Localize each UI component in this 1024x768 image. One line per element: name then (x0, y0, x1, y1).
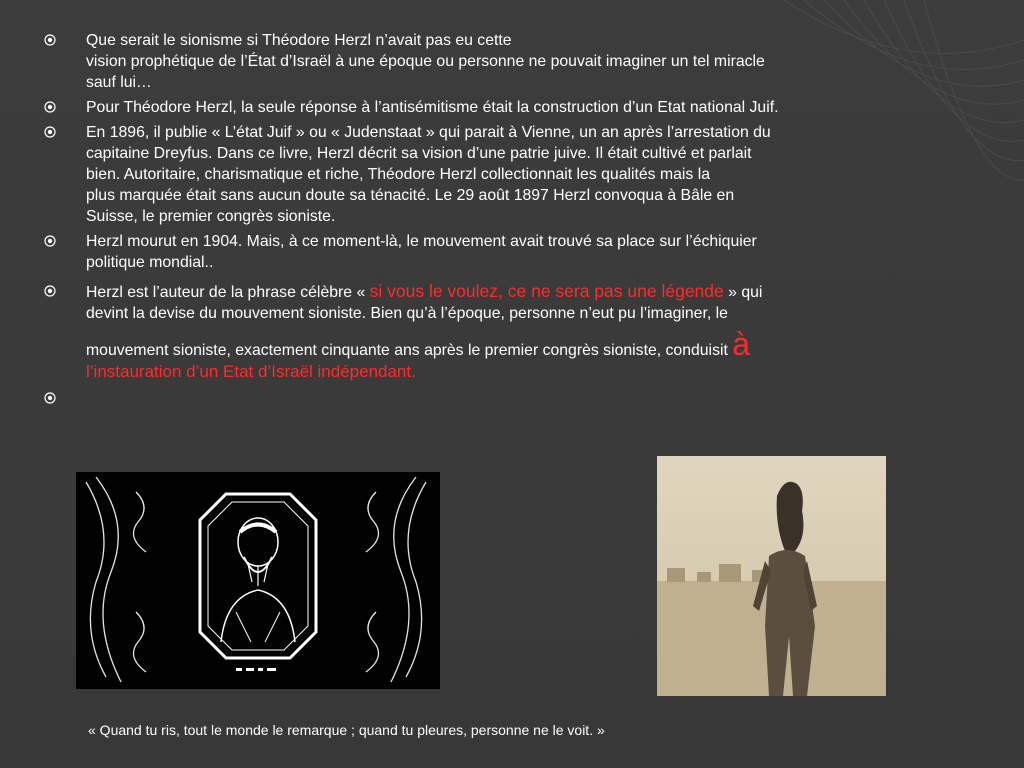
text-segment: mouvement sioniste, exactement cinquante ans après le premier congrès sioniste, conduisit (86, 342, 733, 359)
phrase-outro: » qui (723, 284, 763, 301)
engraved-portrait-image (76, 472, 440, 689)
circled-dot-icon (44, 101, 56, 113)
circled-dot-icon (44, 235, 56, 247)
text-line: politique mondial.. (86, 254, 214, 271)
text-line: Que serait le sionisme si Théodore Herzl n’avait pas eu cette (86, 32, 512, 49)
bullet-herzl-death (44, 231, 964, 273)
circled-dot-icon (44, 126, 56, 138)
circled-dot-icon (44, 34, 56, 46)
text-line: capitaine Dreyfus. Dans ce livre, Herzl décrit sa vision d’une patrie juive. Il était cultivé et parlait (86, 145, 752, 162)
israel-independence-line: l’instauration d’un Etat d’Israël indépendant. (86, 362, 416, 381)
bullet-empty (44, 388, 964, 408)
bullet-herzl-vision (44, 30, 964, 93)
text-line: Suisse, le premier congrès sioniste. (86, 208, 336, 225)
sepia-photo-image (657, 456, 886, 696)
emphasis-letter: à (732, 326, 751, 362)
bullet-famous-phrase (44, 281, 964, 382)
phrase-intro: Herzl est l’auteur de la phrase célèbre « (86, 284, 370, 301)
text-line: sauf lui… (86, 74, 152, 91)
famous-quote: si vous le voulez, ce ne sera pas une légende (369, 281, 724, 301)
text-line: En 1896, il publie « L’état Juif » ou « Judenstaat » qui parait à Vienne, un an après l’arrestation du (86, 124, 771, 141)
text-line: devint la devise du mouvement sioniste. Bien qu’à l’époque, personne n’eut pu l’imaginer, le (86, 305, 728, 322)
circled-dot-icon (44, 285, 56, 297)
text-line: plus marquée était sans aucun doute sa ténacité. Le 29 août 1897 Herzl convoqua à Bâle en (86, 187, 735, 204)
bullet-judenstaat (44, 122, 964, 227)
text-line: vision prophétique de l’État d’Israël à une époque ou personne ne pouvait imaginer un tel miracle (86, 53, 765, 70)
bullet-antisemitism-answer (44, 97, 964, 118)
slide-body (44, 30, 964, 412)
text-line: Herzl mourut en 1904. Mais, à ce moment-là, le mouvement avait trouvé sa place sur l’échiquier (86, 233, 757, 250)
text-line (86, 281, 964, 303)
footer-quote: « Quand tu ris, tout le monde le remarque ; quand tu pleures, personne ne le voit. » (88, 722, 605, 738)
circled-dot-icon (44, 392, 56, 404)
text-line: bien. Autoritaire, charismatique et riche, Théodore Herzl collectionnait les qualités mais la (86, 166, 711, 183)
text-line (86, 326, 964, 362)
text-line: Pour Théodore Herzl, la seule réponse à l’antisémitisme était la construction d’un Etat national Juif. (86, 99, 779, 116)
